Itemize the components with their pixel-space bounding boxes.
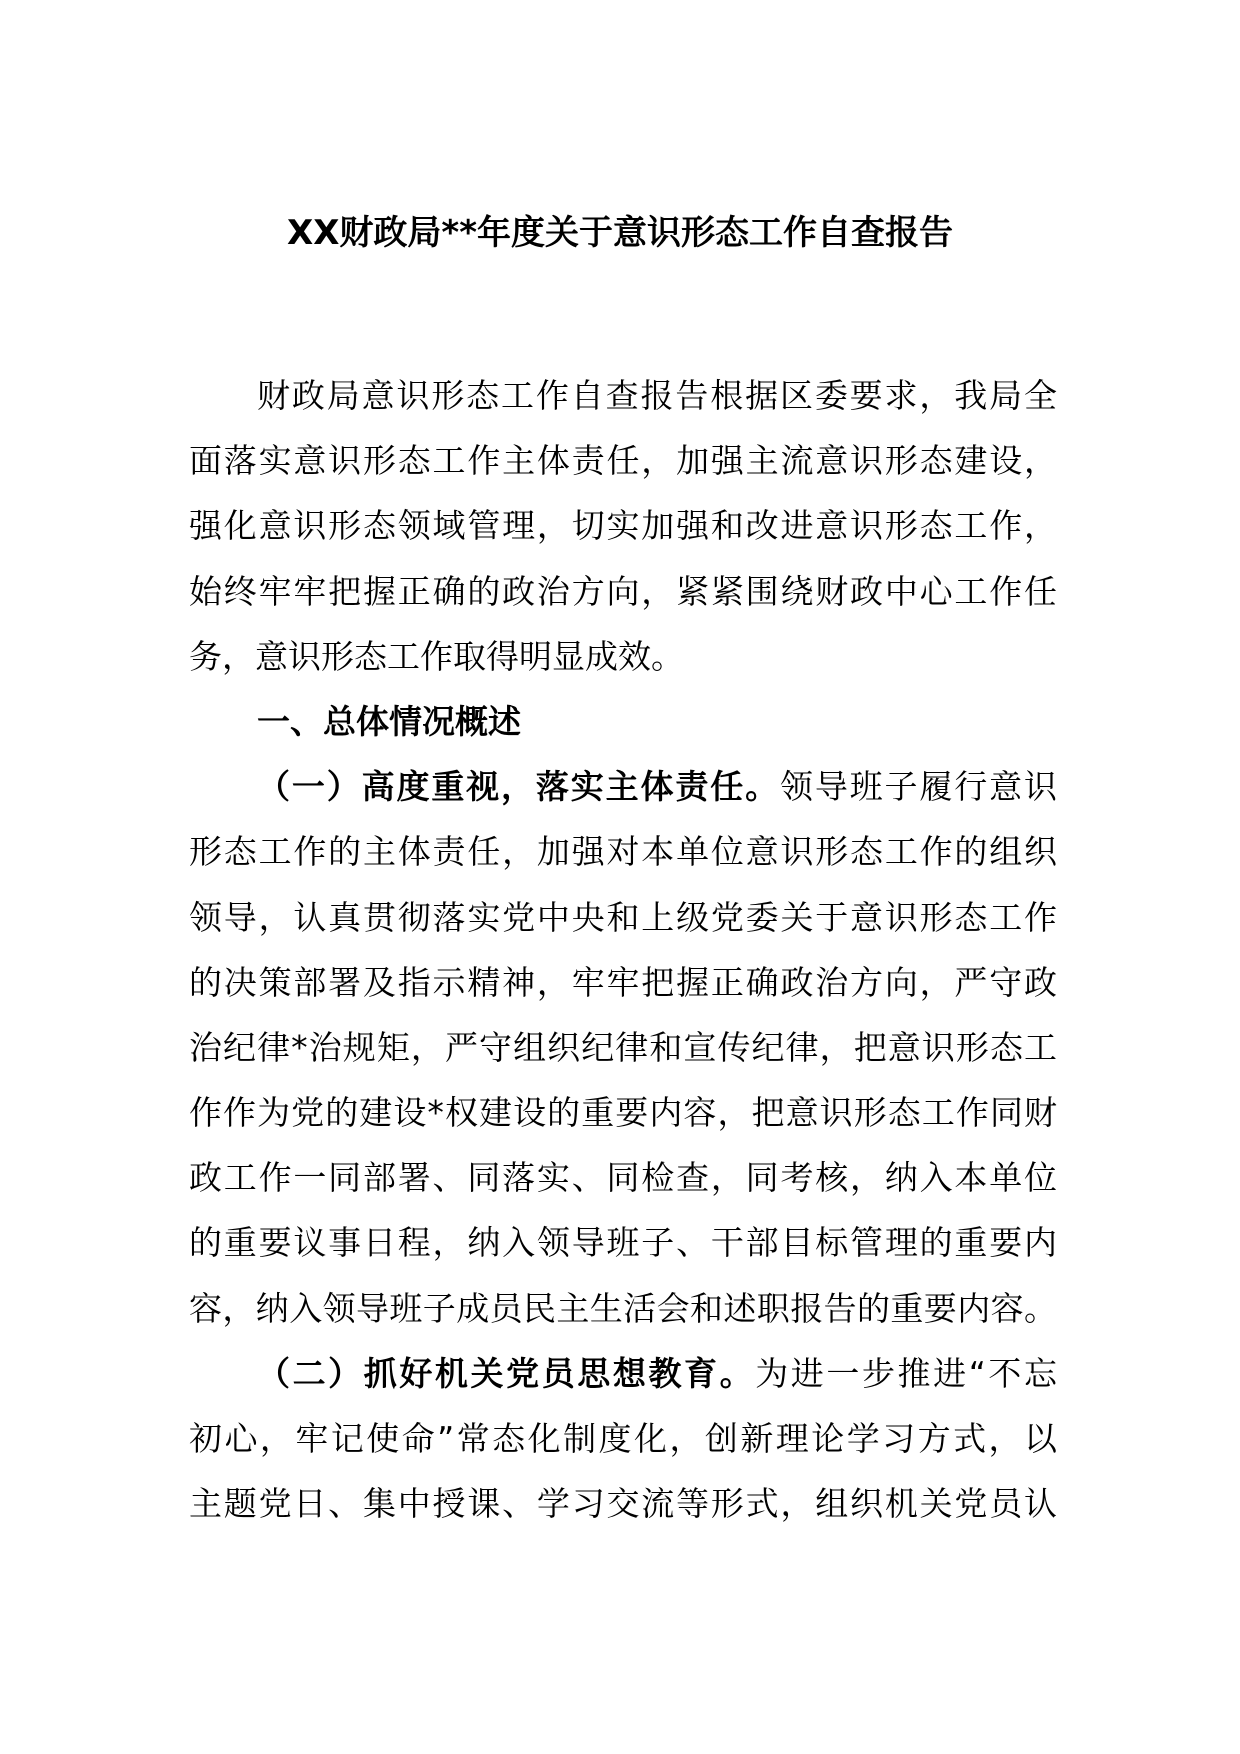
document-title: XX财政局**年度关于意识形态工作自查报告	[287, 213, 953, 253]
intro-paragraph	[189, 363, 1057, 689]
text-line: 领导班子履行意识	[779, 767, 1058, 807]
section-heading	[189, 689, 1057, 754]
subsection-first-line	[189, 754, 1057, 819]
text-line: 面落实意识形态工作主体责任，加强主流意识形态建设，	[189, 441, 1057, 481]
text-line: 始终牢牢把握正确的政治方向，紧紧围绕财政中心工作任	[189, 571, 1057, 611]
text-line: 形态工作的主体责任，加强对本单位意识形态工作的组织	[189, 832, 1057, 872]
text-line: 容，纳入领导班子成员民主生活会和述职报告的重要内容。	[189, 1288, 1057, 1328]
text-line: 作作为党的建设*权建设的重要内容，把意识形态工作同财	[189, 1093, 1057, 1133]
text-line: 领导，认真贯彻落实党中央和上级党委关于意识形态工作	[189, 897, 1057, 937]
text-line: 财政局意识形态工作自查报告根据区委要求，我局全	[257, 376, 1057, 415]
text-line: 政工作一同部署、同落实、同检查，同考核，纳入本单位	[189, 1158, 1057, 1198]
subsection-2-heading: （二）抓好机关党员思想教育。	[257, 1353, 756, 1393]
subsection-2	[189, 1341, 1057, 1537]
text-line: 的重要议事日程，纳入领导班子、干部目标管理的重要内	[189, 1223, 1057, 1263]
text-line: 治纪律*治规矩，严守组织纪律和宣传纪律，把意识形态工	[189, 1027, 1057, 1067]
text-line: 的决策部署及指示精神，牢牢把握正确政治方向，严守政	[189, 962, 1057, 1002]
subsection-first-line	[189, 1341, 1057, 1406]
subsection-1	[189, 754, 1057, 1341]
text-line: 主题党日、集中授课、学习交流等形式，组织机关党员认	[189, 1484, 1057, 1524]
subsection-1-heading: （一）高度重视，落实主体责任。	[257, 767, 780, 807]
text-line: 强化意识形态领域管理，切实加强和改进意识形态工作，	[189, 506, 1057, 546]
section-heading-text: 一、总体情况概述	[257, 701, 521, 741]
text-line: 初心，牢记使命”常态化制度化，创新理论学习方式，以	[189, 1419, 1057, 1458]
document-body	[189, 363, 1057, 1536]
text-line: 务，意识形态工作取得明显成效。	[189, 636, 684, 676]
text-line: 为进一步推进“不忘	[755, 1353, 1057, 1393]
